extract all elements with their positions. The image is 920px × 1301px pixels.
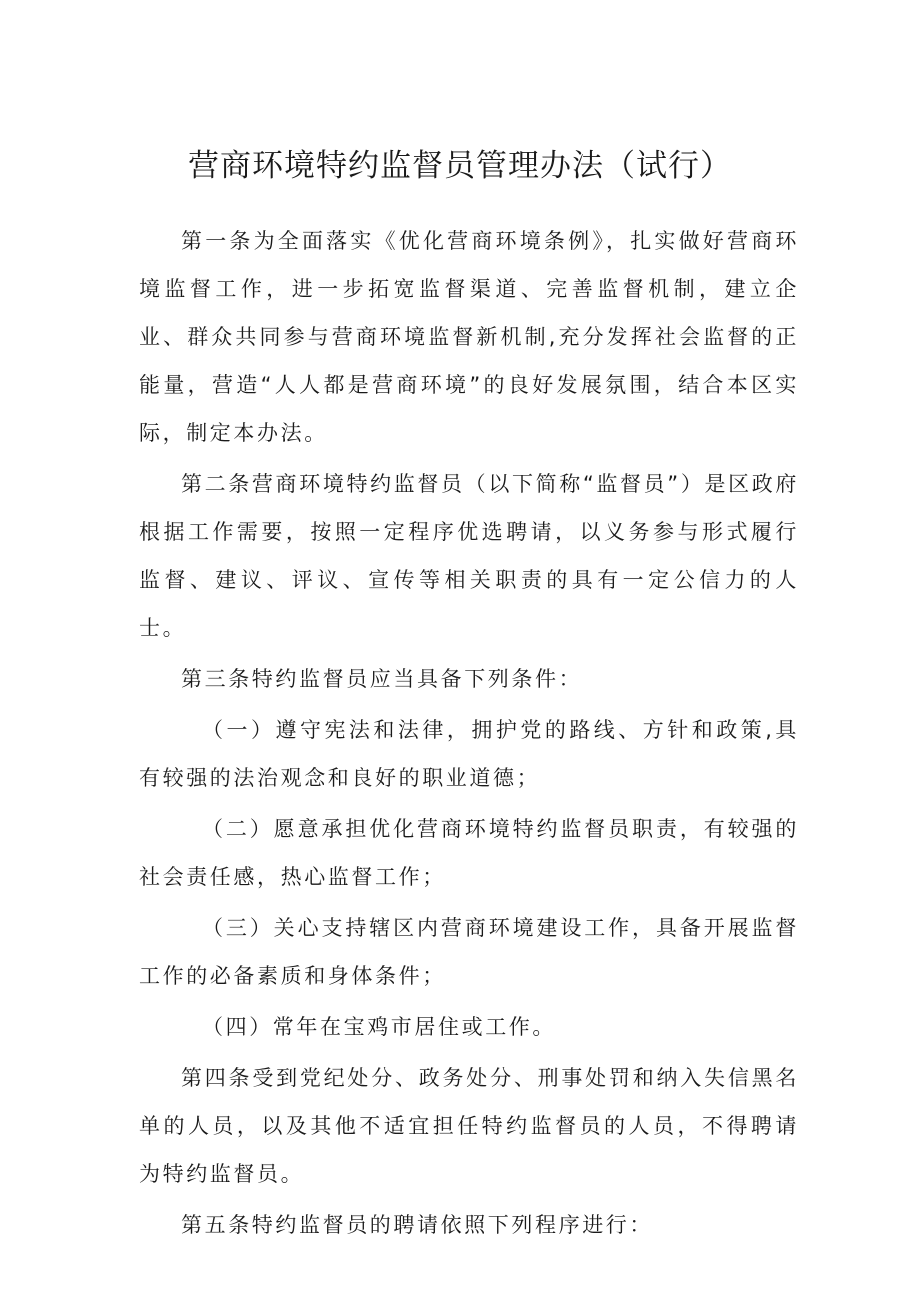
condition-item-1: （一）遵守宪法和法律，拥护党的路线、方针和政策,具有较强的法治观念和良好的职业道德；	[139, 718, 799, 790]
article-2-paragraph: 第二条营商环境特约监督员（以下简称“监督员”）是区政府根据工作需要，按照一定程序优选聘请，以义务参与形式履行监督、建议、评议、宣传等相关职责的具有一定公信力的人士。	[139, 472, 799, 640]
article-1-paragraph: 第一条为全面落实《优化营商环境条例》，扎实做好营商环境监督工作，进一步拓宽监督渠道、完善监督机制，建立企业、群众共同参与营商环境监督新机制,充分发挥社会监督的正能量，营造“人人都是营商环境”的良好发展氛围，结合本区实际，制定本办法。	[139, 229, 799, 445]
document-title: 营商环境特约监督员管理办法（试行）	[188, 148, 732, 184]
article-3-paragraph: 第三条特约监督员应当具备下列条件：	[181, 667, 583, 691]
document-body	[139, 217, 799, 1252]
article-4-paragraph: 第四条受到党纪处分、政务处分、刑事处罚和纳入失信黑名单的人员，以及其他不适宜担任特约监督员的人员，不得聘请为特约监督员。	[139, 1066, 799, 1186]
condition-item-4: （四）常年在宝鸡市居住或工作。	[202, 1015, 556, 1039]
condition-item-2: （二）愿意承担优化营商环境特约监督员职责，有较强的社会责任感，热心监督工作；	[139, 817, 799, 889]
article-5-paragraph: 第五条特约监督员的聘请依照下列程序进行：	[181, 1213, 653, 1237]
condition-item-3: （三）关心支持辖区内营商环境建设工作，具备开展监督工作的必备素质和身体条件；	[139, 916, 799, 988]
